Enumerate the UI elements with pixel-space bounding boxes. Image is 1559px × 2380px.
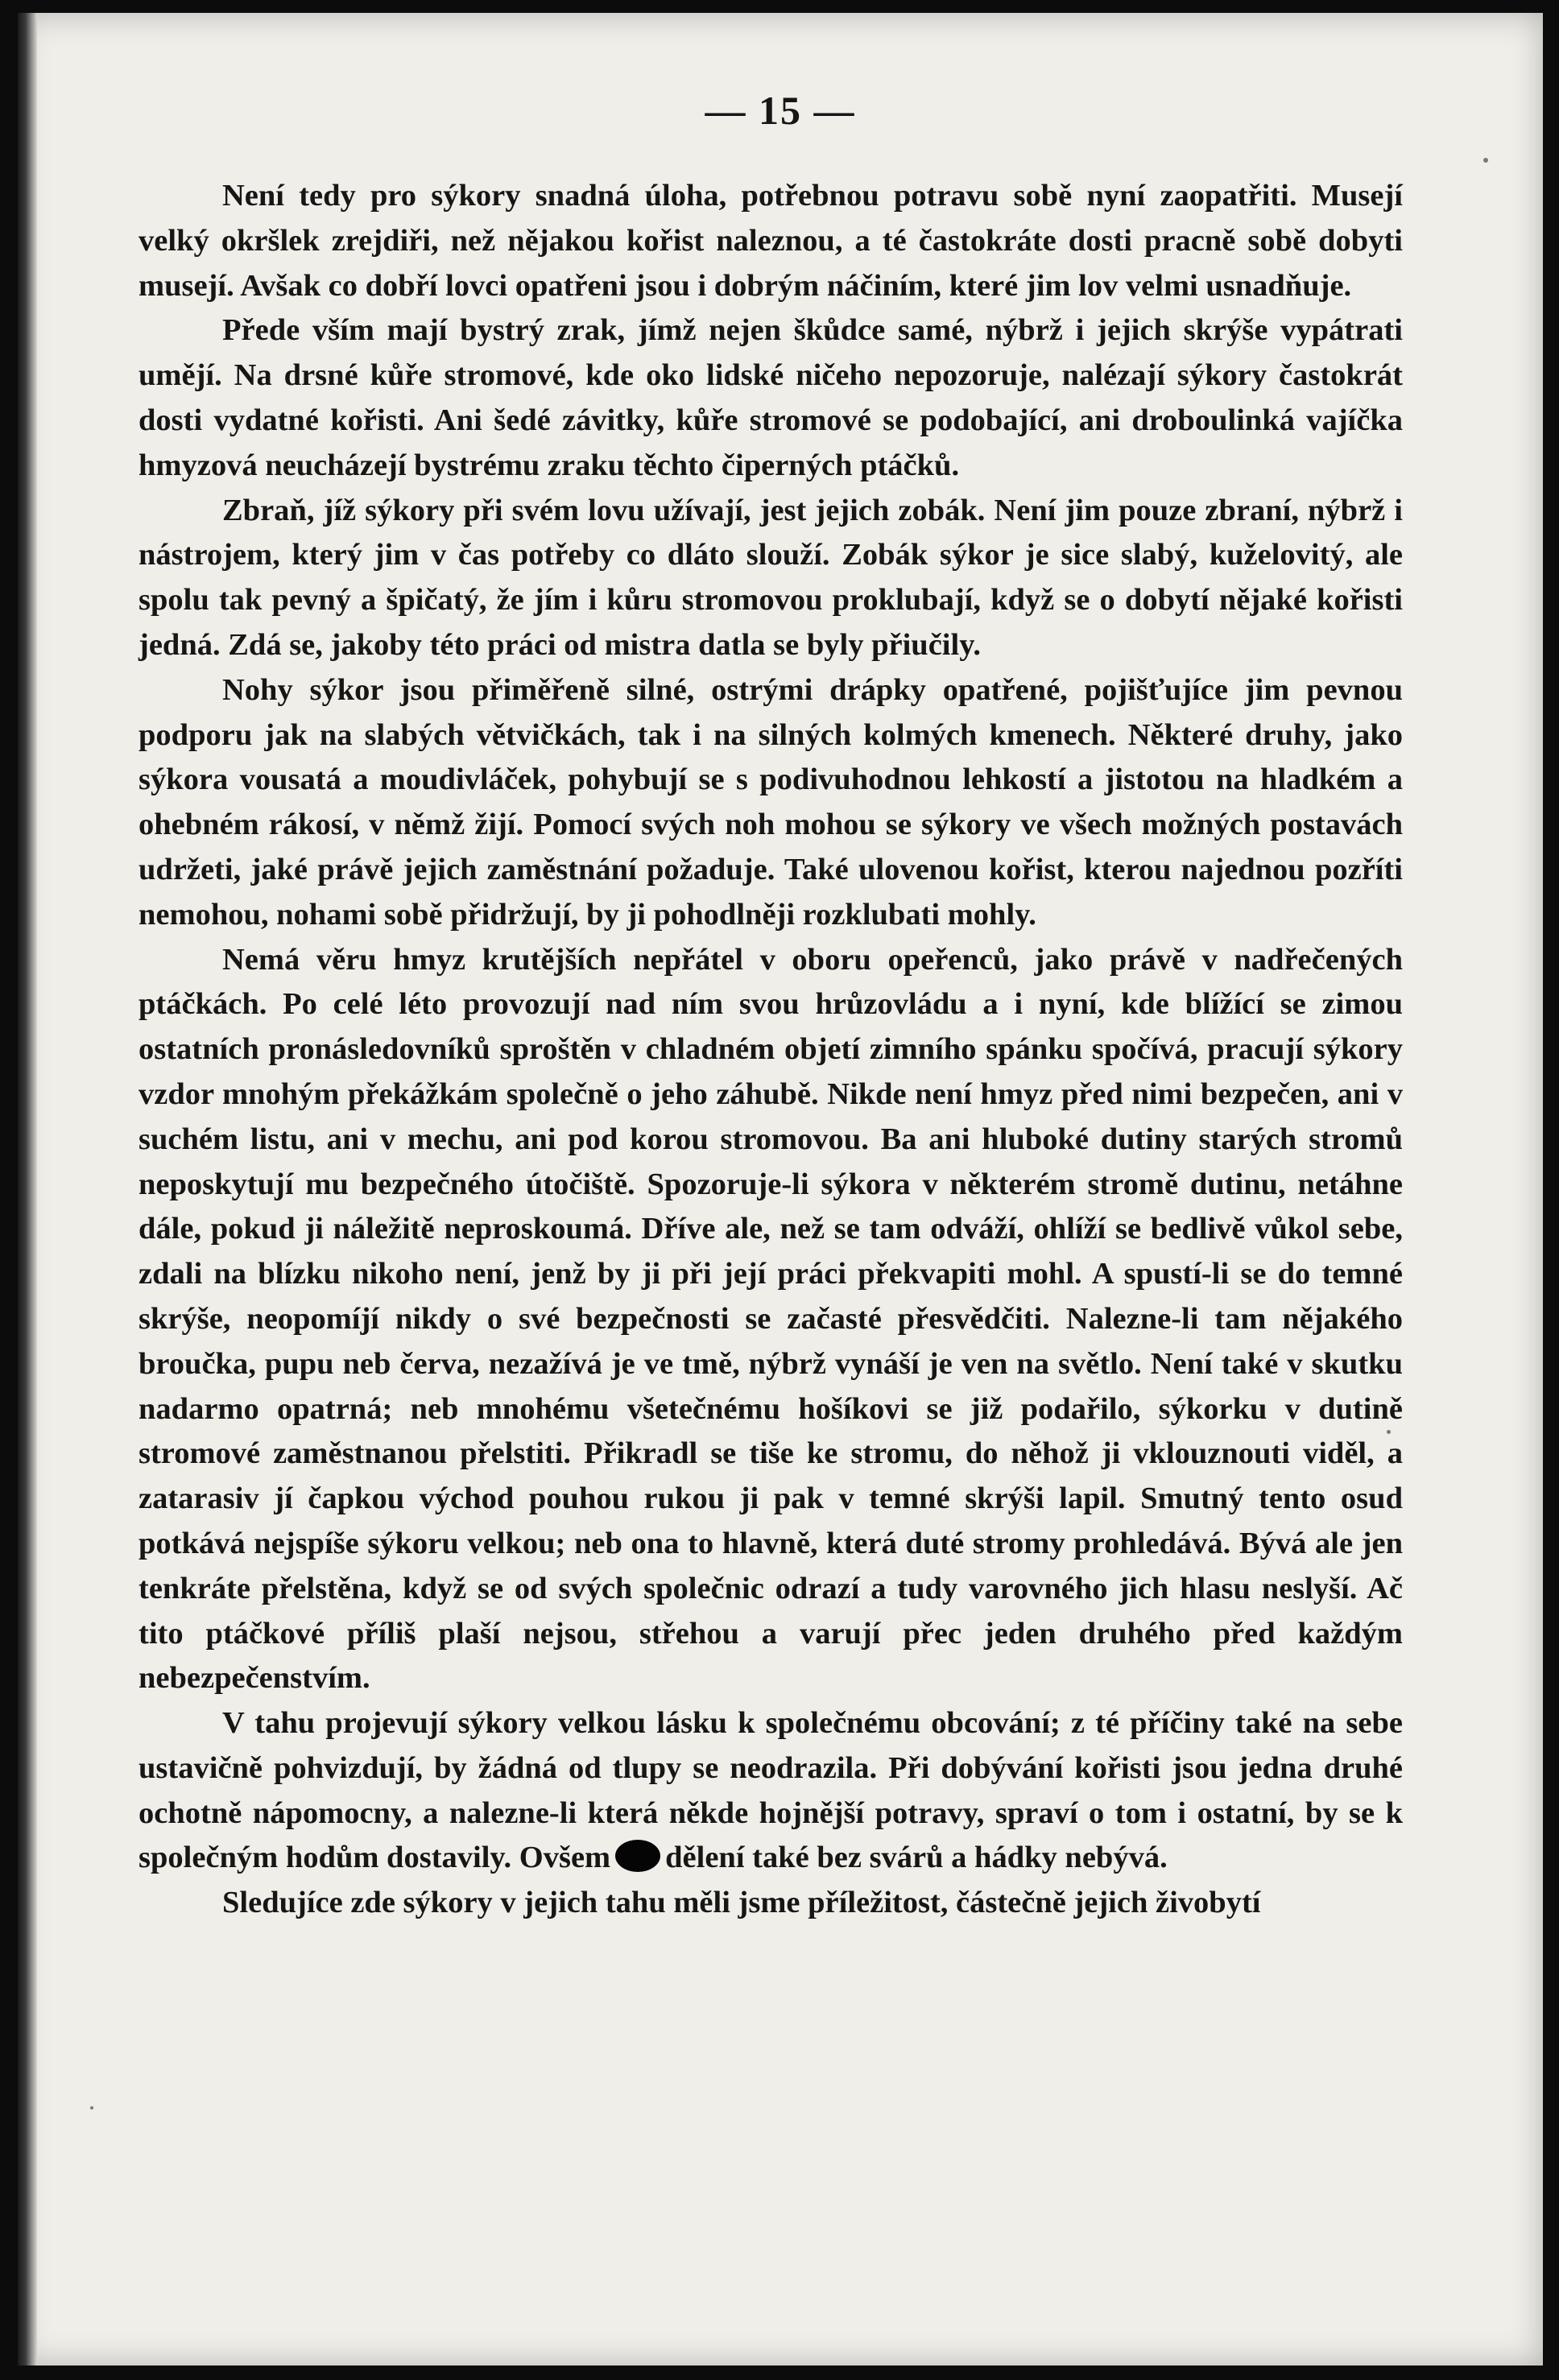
paragraph-2: Přede vším mají bystrý zrak, jímž nejen škůdce samé, nýbrž i jejich skrýše vypátrati umějí. Na drsné kůře stromové, kde oko lidské ničeho nepozoruje, nalézají sýkory častokrát dosti vydatné kořisti. Ani šedé závitky, kůře stromové se podobající, ani droboulinká vajíčka hmyzová neucházejí bystrému zraku těchto čiperných ptáčků. — [139, 313, 1403, 482]
body-text — [139, 174, 1403, 1926]
paragraph-6 — [139, 1701, 1403, 1881]
paragraph-7: Sledujíce zde sýkory v jejich tahu měli jsme příležitost, částečně jejich živobytí — [222, 1886, 1261, 1920]
speck — [1387, 1430, 1391, 1434]
paragraph-3: Zbraň, jíž sýkory při svém lovu užívají, jest jejich zobák. Není jim pouze zbraní, nýbrž i nástrojem, který jim v čas potřeby co dláto slouží. Zobák sýkor je sice slabý, kuželovitý, ale spolu tak pevný a špičatý, že jím i kůru stromovou proklubají, když se o dobytí nějaké kořisti jedná. Zdá se, jakoby této práci od mistra datla se byly přiučily. — [139, 493, 1403, 662]
page-number: — 15 — — [705, 88, 856, 133]
speck — [1483, 158, 1488, 163]
ink-blot-icon — [615, 1840, 660, 1872]
paragraph-1: Není tedy pro sýkory snadná úloha, potřebnou potravu sobě nyní zaopatřiti. Musejí velký okršlek zrejdiři, než nějakou kořist naleznou, a té častokráte dosti pracně sobě dobyti musejí. Avšak co dobří lovci opatřeni jsou i dobrým náčiním, které jim lov velmi usnadňuje. — [139, 179, 1403, 303]
paragraph-5: Nemá věru hmyz krutějších nepřátel v oboru opeřenců, jako právě v nadřečených ptáčkách. Po celé léto provozují nad ním svou hrůzovládu a i nyní, kde blížící se zimou ostatních pronásledovníků sproštěn v chladném objetí zimního spánku spočívá, pracují sýkory vzdor mnohým překážkám společně o jeho záhubě. Nikde není hmyz před nimi bezpečen, ani v suchém listu, ani v mechu, ani pod korou stromovou. Ba ani hluboké dutiny starých stromů neposkytují mu bezpečného útočiště. Spozoruje-li sýkora v některém stromě dutinu, netáhne dále, pokud ji náležitě neproskoumá. Dříve ale, než se tam odváží, ohlíží se bedlivě vůkol sebe, zdali na blízku nikoho není, jenž by ji při její práci překvapiti mohl. A spustí-li se do temné skrýše, neopomíjí nikdy o své bezpečnosti se začasté přesvědčiti. Nalezne-li tam nějakého broučka, pupu neb červa, nezažívá je ve tmě, nýbrž vynáší je ven na světlo. Není také v skutku nadarmo opatrná; neb mnohému všetečnému hošíkovi se již podařilo, sýkorku v dutině stromové zaměstnanou přelstiti. Přikradl se tiše ke stromu, do něhož ji vklouznouti viděl, a zatarasiv jí čapkou východ pouhou rukou ji pak v temné skrýši lapil. Smutný tento osud potkává nejspíše sýkoru velkou; neb ona to hlavně, která duté stromy prohledává. Bývá ale jen tenkráte přelstěna, když se od svých společnic odrazí a tudy varovného jich hlasu neslyší. Ač tito ptáčkové příliš plaší nejsou, střehou a varují přec jeden druhého před každým nebezpečenstvím. — [139, 942, 1403, 1696]
paragraph-6-start: V tahu projevují sýkory velkou lásku k společnému obcování; z té příčiny také na sebe ustavičně pohvizdují, by žádná od tlupy se neodrazila. Při dobývání kořisti jsou jedna druhé ochotně nápomocny, a nalezne-li která někde hojnější potravy, spraví o tom i ostatní, by se k společným hodům dostavily. Ovšem — [139, 1706, 1403, 1875]
book-page — [18, 13, 1543, 2366]
paragraph-4: Nohy sýkor jsou přiměřeně silné, ostrými drápky opatřené, pojišťujíce jim pevnou podporu jak na slabých větvičkách, tak i na silných kolmých kmenech. Některé druhy, jako sýkora vousatá a moudivláček, pohybují se s podivuhodnou lehkostí a jistotou na hladkém a ohebném rákosí, v němž žijí. Pomocí svých noh mohou se sýkory ve všech možných postavách udržeti, jaké právě jejich zaměstnání požaduje. Také ulovenou kořist, kterou najednou pozříti nemohou, nohami sobě přidržují, by ji pohodlněji rozklubati mohly. — [139, 672, 1403, 932]
speck — [90, 2106, 93, 2109]
paragraph-6-end: dělení také bez svárů a hádky nebývá. — [665, 1841, 1168, 1875]
page-edge-shadow — [18, 13, 37, 2366]
